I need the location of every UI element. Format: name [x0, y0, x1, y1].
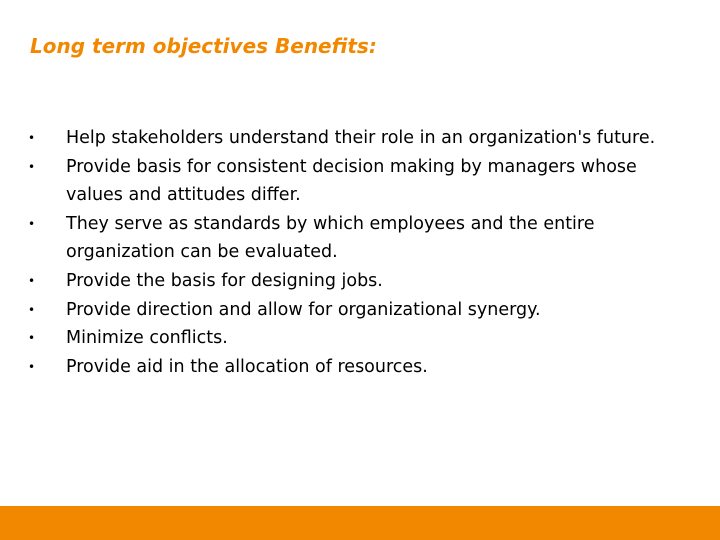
bullet-item	[22, 353, 692, 382]
bullet-text: They serve as standards by which employees and the entire organization can be evaluated.	[66, 213, 595, 263]
bullet-item	[22, 153, 692, 210]
bullet-item	[22, 296, 692, 325]
bullet-dot-icon: •	[28, 302, 36, 317]
bullet-dot-icon: •	[28, 131, 36, 145]
bullet-text: Help stakeholders understand their role in an organization's future.	[66, 128, 656, 148]
footer-bar	[0, 506, 720, 540]
bullet-dot-icon: •	[28, 216, 36, 231]
bullet-list	[22, 124, 692, 381]
bullet-dot-icon: •	[28, 331, 36, 346]
bullet-dot-icon: •	[28, 359, 36, 374]
bullet-dot-icon: •	[28, 273, 36, 288]
bullet-text: Minimize conflicts.	[66, 328, 228, 349]
bullet-text: Provide basis for consistent decision making by managers whose values and attitudes differ.	[66, 156, 637, 206]
bullet-text: Provide direction and allow for organizational synergy.	[66, 299, 541, 320]
slide-title: Long term objectives Benefits:	[30, 34, 377, 58]
bullet-item	[22, 267, 692, 296]
bullet-item	[22, 124, 692, 153]
bullet-item	[22, 210, 692, 267]
bullet-text: Provide the basis for designing jobs.	[66, 270, 383, 291]
bullet-item	[22, 324, 692, 353]
bullet-dot-icon: •	[28, 159, 36, 174]
bullet-text: Provide aid in the allocation of resources.	[66, 356, 428, 377]
